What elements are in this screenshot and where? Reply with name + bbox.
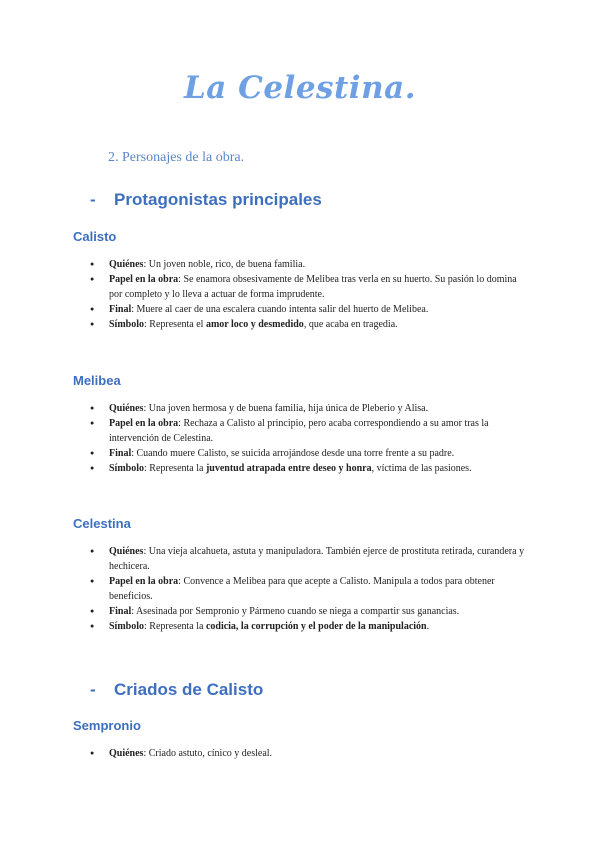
item-text: : Asesinada por Sempronio y Pármeno cuando se niega a compartir sus ganancias.	[131, 606, 460, 617]
item-text: : Criado astuto, cínico y desleal.	[143, 748, 273, 759]
list-item	[90, 446, 530, 461]
item-emphasis: amor loco y desmedido	[205, 319, 304, 330]
character-list-calisto	[90, 257, 530, 332]
item-text: : Representa el	[144, 319, 206, 330]
list-item	[90, 574, 530, 604]
character-list-sempronio	[90, 746, 530, 761]
item-text: : Convence a Melibea para que acepte a Calisto. Manipula a todos para obtener beneficios.	[109, 576, 495, 602]
item-label: Símbolo	[109, 319, 145, 330]
document-title: La Celestina.	[183, 70, 417, 106]
item-text: , víctima de las pasiones.	[371, 463, 472, 474]
list-item	[90, 619, 530, 634]
list-item	[90, 317, 530, 332]
item-label: Final	[109, 606, 132, 617]
item-label: Final	[109, 448, 132, 459]
list-item	[90, 461, 530, 476]
list-item	[90, 302, 530, 317]
item-text: : Cuando muere Calisto, se suicida arrojándose desde una torre frente a su padre.	[131, 448, 455, 459]
item-label: Papel en la obra	[109, 274, 179, 285]
item-text: : Rechaza a Calisto al principio, pero acaba correspondiendo a su amor tras la intervención de Celestina.	[109, 418, 489, 444]
list-item	[90, 272, 530, 302]
item-label: Final	[109, 304, 132, 315]
item-text: , que acaba en tragedia.	[303, 319, 398, 330]
item-label: Quiénes	[109, 748, 144, 759]
section-subtitle: 2. Personajes de la obra.	[108, 150, 245, 165]
item-text: .	[426, 621, 430, 632]
item-label: Símbolo	[109, 621, 145, 632]
character-list-melibea	[90, 401, 530, 476]
list-item	[90, 257, 530, 272]
heading-criados	[90, 680, 263, 700]
item-label: Quiénes	[109, 403, 144, 414]
item-label: Quiénes	[109, 259, 144, 270]
item-emphasis: juventud atrapada entre deseo y honra	[205, 463, 372, 474]
list-item	[90, 416, 530, 446]
item-label: Símbolo	[109, 463, 145, 474]
character-list-celestina	[90, 544, 530, 634]
character-heading-sempronio: Sempronio	[73, 718, 141, 733]
item-text: : Una joven hermosa y de buena familia, hija única de Pleberio y Alisa.	[143, 403, 429, 414]
list-item	[90, 544, 530, 574]
heading-dash: -	[90, 190, 96, 209]
item-text: : Representa la	[144, 621, 206, 632]
character-heading-celestina: Celestina	[73, 516, 131, 531]
heading-text: Protagonistas principales	[114, 190, 322, 209]
item-label: Papel en la obra	[109, 418, 179, 429]
item-text: : Un joven noble, rico, de buena familia.	[143, 259, 306, 270]
item-emphasis: codicia, la corrupción y el poder de la manipulación	[205, 621, 427, 632]
item-text: : Una vieja alcahueta, astuta y manipuladora. También ejerce de prostituta retirada, curandera y hechicera.	[109, 546, 525, 572]
item-label: Quiénes	[109, 546, 144, 557]
list-item	[90, 401, 530, 416]
list-item	[90, 604, 530, 619]
heading-dash: -	[90, 680, 96, 699]
list-item	[90, 746, 530, 761]
heading-text: Criados de Calisto	[114, 680, 264, 699]
item-label: Papel en la obra	[109, 576, 179, 587]
item-text: : Muere al caer de una escalera cuando intenta salir del huerto de Melibea.	[131, 304, 429, 315]
heading-protagonistas	[90, 190, 322, 210]
character-heading-calisto: Calisto	[73, 229, 117, 244]
character-heading-melibea: Melibea	[73, 373, 121, 388]
item-text: : Se enamora obsesivamente de Melibea tras verla en su huerto. Su pasión lo domina por completo y lo lleva a actuar de forma imprudente.	[109, 274, 517, 300]
item-text: : Representa la	[144, 463, 206, 474]
